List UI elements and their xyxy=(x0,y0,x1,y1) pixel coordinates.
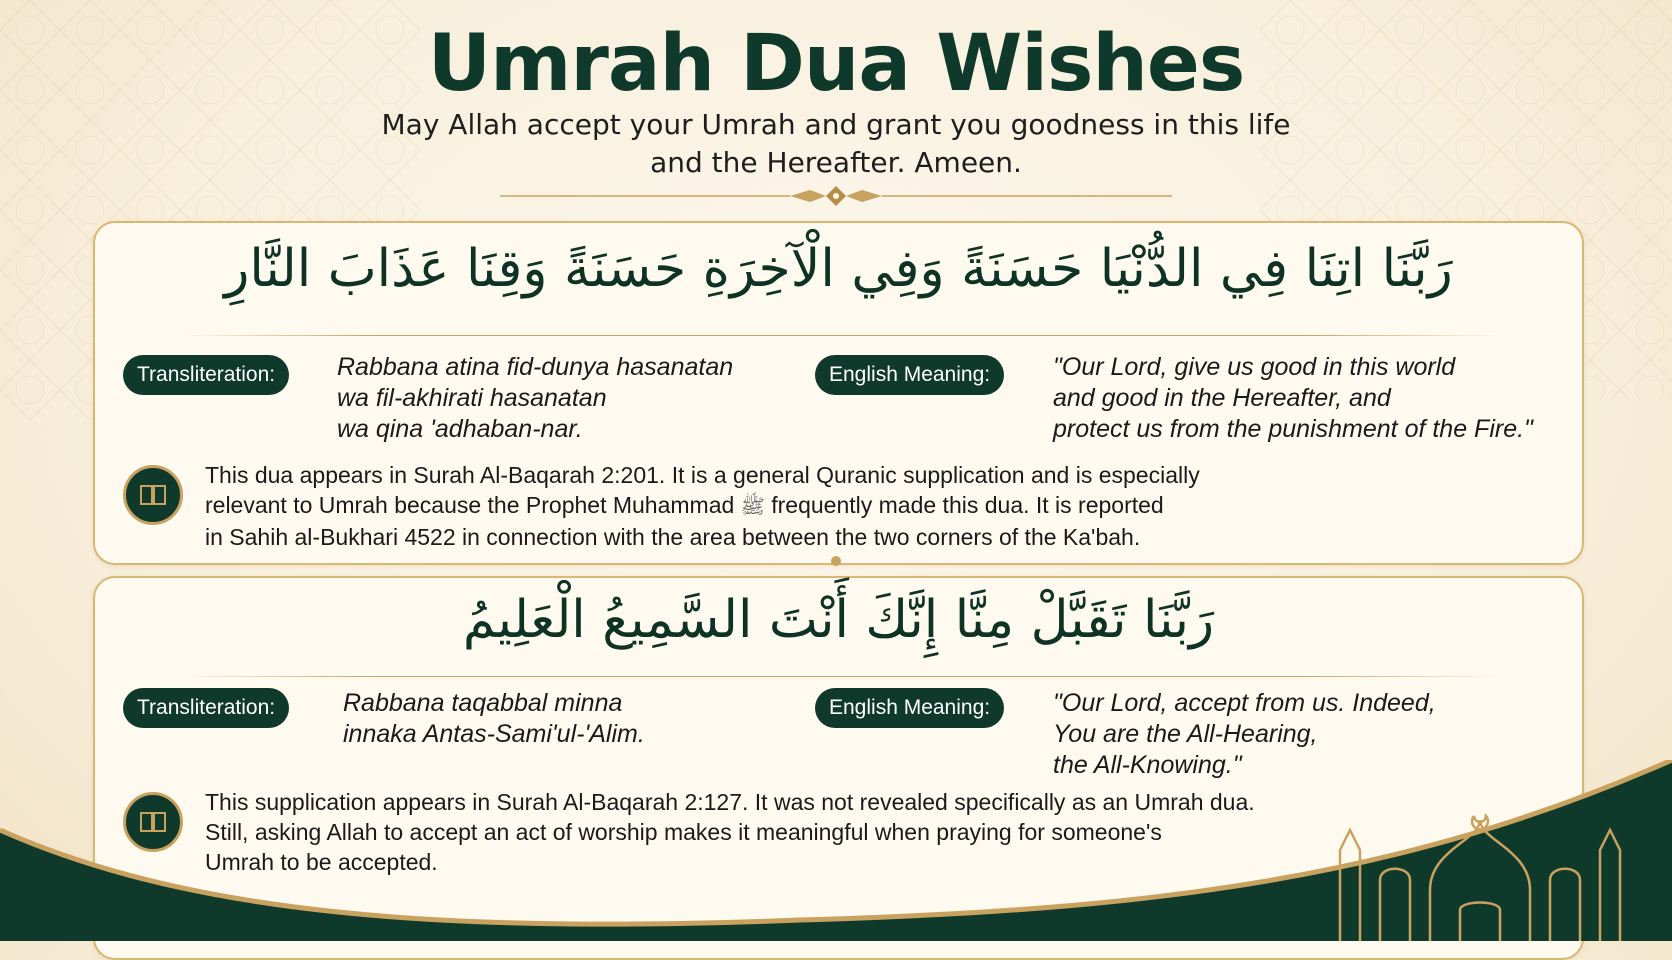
mosque-icon xyxy=(1310,810,1650,941)
english-meaning-label: English Meaning: xyxy=(815,355,1004,395)
subtitle-line-1: May Allah accept your Umrah and grant you goodness in this life xyxy=(381,108,1291,141)
page-title: Umrah Dua Wishes xyxy=(427,19,1245,109)
english-meaning-text: "Our Lord, accept from us. Indeed, You are the All-Hearing, the All-Knowing." xyxy=(1053,689,1436,779)
dua-note: This dua appears in Surah Al-Baqarah 2:201. It is a general Quranic supplication and is especially relevant to Umrah because the Prophet Muhammad ﷺ frequently made this dua. It is reported in Sahih al-Bukhari 4522 in connection with the area between the two corners of the Ka'bah. xyxy=(205,462,1200,550)
arabic-dua-text: رَبَّنَا تَقَبَّلْ مِنَّا إِنَّكَ أَنْتَ السَّمِيعُ الْعَلِيمُ xyxy=(462,590,1215,650)
transliteration-label: Transliteration: xyxy=(123,688,289,728)
card-separator xyxy=(175,676,1502,677)
dua-note: This supplication appears in Surah Al-Baqarah 2:127. It was not revealed specifically as an Umrah dua. Still, asking Allah to accept an act of worship makes it meaningful when praying for someone's Umrah to be accepted. xyxy=(205,789,1255,875)
salawat-symbol: ﷺ xyxy=(740,496,765,518)
transliteration-text: Rabbana taqabbal minna innaka Antas-Sami'ul-'Alim. xyxy=(343,689,645,748)
dua-card-1 xyxy=(93,221,1584,565)
transliteration-text: Rabbana atina fid-dunya hasanatan wa fil-akhirati hasanatan wa qina 'adhaban-nar. xyxy=(337,353,734,443)
arabic-dua-text: رَبَّنَا اتِنَا فِي الدُّنْيَا حَسَنَةً وَفِي الْآخِرَةِ حَسَنَةً وَقِنَا عَذَابَ النَّارِ xyxy=(224,239,1453,299)
page-subtitle xyxy=(336,106,1336,182)
ornament-divider xyxy=(500,184,1172,208)
transliteration-label: Transliteration: xyxy=(123,355,289,395)
card-separator xyxy=(175,335,1502,336)
ornament-bead xyxy=(831,556,841,566)
english-meaning-text: "Our Lord, give us good in this world and good in the Hereafter, and protect us from the punishment of the Fire." xyxy=(1053,353,1533,443)
subtitle-line-2: and the Hereafter. Ameen. xyxy=(650,146,1022,179)
english-meaning-label: English Meaning: xyxy=(815,688,1004,728)
quran-book-icon xyxy=(123,465,183,525)
